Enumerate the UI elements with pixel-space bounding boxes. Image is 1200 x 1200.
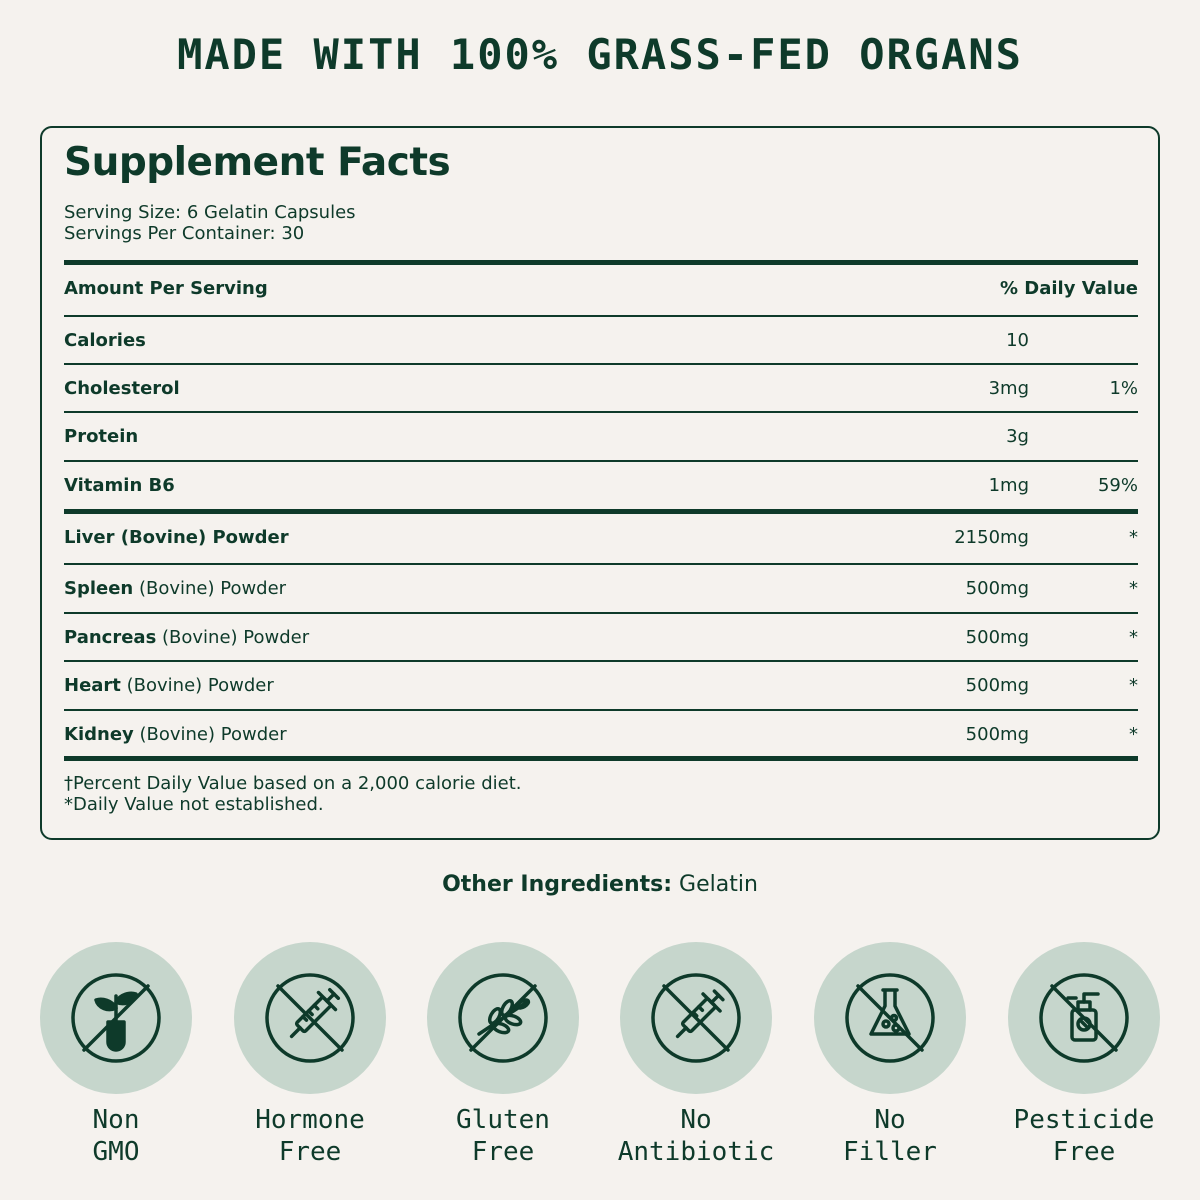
organ-dv: * [1129, 578, 1138, 599]
nutrient-row [64, 363, 1138, 410]
other-ingredients-label: Other Ingredients: [442, 872, 673, 897]
badge-gluten-free [427, 942, 579, 1168]
pesticide-free-icon [1008, 942, 1160, 1094]
hormone-free-icon [234, 942, 386, 1094]
serving-info [64, 202, 356, 244]
footnotes [64, 773, 522, 815]
organ-dv: * [1129, 675, 1138, 696]
nutrient-name: Vitamin B6 [64, 475, 175, 496]
nutrient-row [64, 411, 1138, 458]
footnote-not-established: *Daily Value not established. [64, 794, 324, 815]
nutrient-name: Calories [64, 330, 146, 351]
serving-size: Serving Size: 6 Gelatin Capsules [64, 202, 356, 223]
organ-dv: * [1129, 627, 1138, 648]
organ-row [64, 612, 1138, 659]
badge-label: Pesticide Free [1013, 1105, 1155, 1167]
organ-dv: * [1129, 724, 1138, 745]
other-ingredients-value: Gelatin [672, 872, 758, 897]
nutrient-row [64, 315, 1138, 362]
organ-name: Kidney (Bovine) Powder [64, 724, 287, 745]
headline: MADE WITH 100% GRASS-FED ORGANS [177, 30, 1023, 79]
badge-label: Hormone Free [255, 1105, 365, 1167]
nutrient-amount: 10 [1006, 330, 1029, 351]
facts-title: Supplement Facts [64, 140, 451, 185]
badge-label: No Antibiotic [617, 1105, 775, 1167]
nutrient-dv: 59% [1097, 475, 1138, 496]
no-filler-icon [814, 942, 966, 1094]
badge-no-antibiotic [617, 942, 775, 1168]
supplement-facts-panel [40, 126, 1160, 840]
nutrient-name: Cholesterol [64, 378, 180, 399]
nutrient-amount: 3mg [988, 378, 1029, 399]
organ-amount: 500mg [965, 578, 1029, 599]
badge-label: Gluten Free [456, 1105, 550, 1167]
amount-per-serving-label: Amount Per Serving [64, 278, 268, 299]
nutrient-name: Protein [64, 426, 139, 447]
organ-amount: 500mg [965, 675, 1029, 696]
organ-amount: 500mg [965, 627, 1029, 648]
footnote-daily-value: †Percent Daily Value based on a 2,000 calorie diet. [64, 773, 522, 794]
organ-name: Heart (Bovine) Powder [64, 675, 274, 696]
organ-row [64, 709, 1138, 756]
nutrient-dv: 1% [1109, 378, 1138, 399]
organ-name: Liver (Bovine) Powder [64, 527, 289, 548]
non-gmo-icon [40, 942, 192, 1094]
facts-header-row [64, 265, 1138, 312]
badge-label: No Filler [843, 1105, 937, 1167]
badge-label: Non GMO [92, 1105, 140, 1167]
nutrient-amount: 3g [1006, 426, 1029, 447]
organ-name: Spleen (Bovine) Powder [64, 578, 287, 599]
badge-hormone-free [234, 942, 386, 1168]
organ-row [64, 514, 1138, 561]
badge-non-gmo [40, 942, 192, 1168]
organ-row [64, 660, 1138, 707]
nutrient-amount: 1mg [988, 475, 1029, 496]
organ-amount: 2150mg [954, 527, 1029, 548]
badge-pesticide-free [1008, 942, 1160, 1168]
organ-dv: * [1129, 527, 1138, 548]
organ-name: Pancreas (Bovine) Powder [64, 627, 310, 648]
nutrient-row [64, 460, 1138, 507]
badge-no-filler [814, 942, 966, 1168]
servings-per-container: Servings Per Container: 30 [64, 223, 305, 244]
no-antibiotic-icon [620, 942, 772, 1094]
organ-amount: 500mg [965, 724, 1029, 745]
thick-rule [64, 756, 1138, 761]
gluten-free-icon [427, 942, 579, 1094]
other-ingredients [0, 872, 1200, 897]
organ-row [64, 563, 1138, 610]
daily-value-label: % Daily Value [999, 278, 1138, 299]
